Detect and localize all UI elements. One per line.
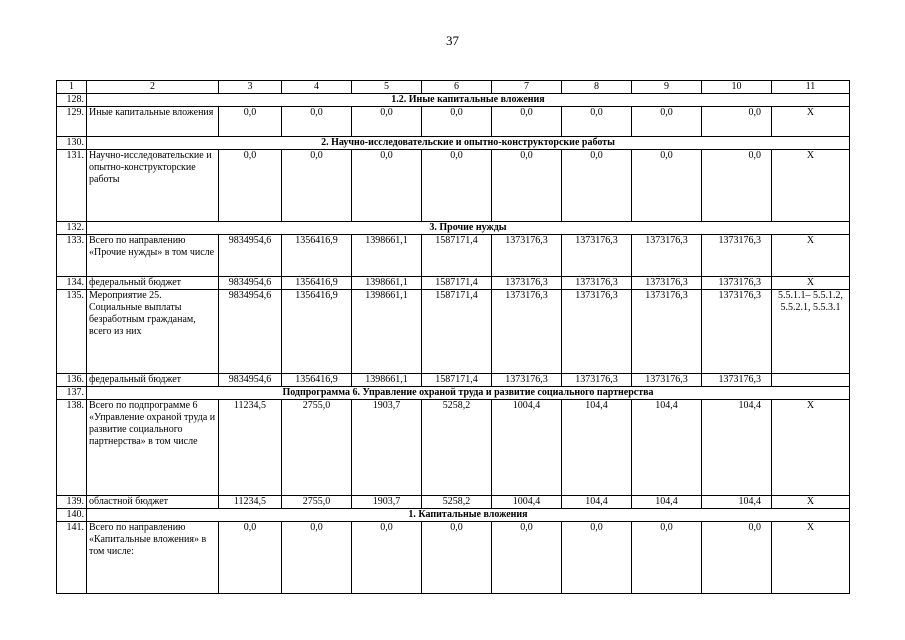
row-number: 132.: [57, 222, 87, 235]
value-cell: 0,0: [702, 150, 772, 222]
value-cell: 0,0: [492, 150, 562, 222]
row-number: 131.: [57, 150, 87, 222]
value-cell: 9834954,6: [219, 374, 282, 387]
row-name: Всего по подпрограмме 6 «Управление охраной труда и развитие социального партнерства» в том числе: [87, 400, 219, 496]
value-cell: 0,0: [422, 522, 492, 594]
table-row: [57, 107, 850, 137]
value-cell: 2755,0: [282, 400, 352, 496]
section-row: [57, 137, 850, 150]
value-cell: 1373176,3: [492, 235, 562, 277]
header-cell: 2: [87, 81, 219, 94]
row-number: 130.: [57, 137, 87, 150]
section-title: 1.2. Иные капитальные вложения: [87, 94, 850, 107]
value-cell: 0,0: [219, 150, 282, 222]
value-cell: 0,0: [352, 522, 422, 594]
row-name: Иные капитальные вложения: [87, 107, 219, 137]
table-row: [57, 374, 850, 387]
value-cell: 1903,7: [352, 400, 422, 496]
value-cell: 0,0: [422, 107, 492, 137]
row-number: 135.: [57, 290, 87, 374]
row-number: 134.: [57, 277, 87, 290]
value-cell: 0,0: [219, 522, 282, 594]
header-cell: 7: [492, 81, 562, 94]
value-cell: 1004,4: [492, 496, 562, 509]
section-row: [57, 509, 850, 522]
value-cell: 9834954,6: [219, 277, 282, 290]
row-number: 141.: [57, 522, 87, 594]
value-cell: 1373176,3: [562, 277, 632, 290]
row-number: 139.: [57, 496, 87, 509]
value-cell: 0,0: [282, 522, 352, 594]
value-cell: 11234,5: [219, 496, 282, 509]
code-cell: X: [772, 235, 850, 277]
header-cell: 9: [632, 81, 702, 94]
value-cell: 5258,2: [422, 400, 492, 496]
code-cell: X: [772, 107, 850, 137]
value-cell: 9834954,6: [219, 235, 282, 277]
header-cell: 11: [772, 81, 850, 94]
value-cell: 1373176,3: [492, 277, 562, 290]
value-cell: 1587171,4: [422, 290, 492, 374]
table-row: [57, 522, 850, 594]
header-row: [57, 81, 850, 94]
value-cell: 0,0: [632, 150, 702, 222]
header-cell: 6: [422, 81, 492, 94]
table-row: [57, 400, 850, 496]
section-title: 1. Капитальные вложения: [87, 509, 850, 522]
row-number: 140.: [57, 509, 87, 522]
header-cell: 3: [219, 81, 282, 94]
row-number: 136.: [57, 374, 87, 387]
value-cell: 1587171,4: [422, 374, 492, 387]
section-title: 2. Научно-исследовательские и опытно-конструкторские работы: [87, 137, 850, 150]
budget-table: [56, 80, 850, 594]
row-number: 138.: [57, 400, 87, 496]
table-row: [57, 277, 850, 290]
value-cell: 0,0: [562, 107, 632, 137]
value-cell: 1373176,3: [562, 374, 632, 387]
row-number: 137.: [57, 387, 87, 400]
value-cell: 1373176,3: [702, 290, 772, 374]
value-cell: 1398661,1: [352, 235, 422, 277]
value-cell: 1398661,1: [352, 277, 422, 290]
value-cell: 1587171,4: [422, 235, 492, 277]
table-row: [57, 290, 850, 374]
section-row: [57, 387, 850, 400]
row-name: областной бюджет: [87, 496, 219, 509]
row-name: Научно-исследовательские и опытно-конструкторские работы: [87, 150, 219, 222]
section-row: [57, 222, 850, 235]
value-cell: 2755,0: [282, 496, 352, 509]
value-cell: 104,4: [562, 400, 632, 496]
code-cell: X: [772, 496, 850, 509]
value-cell: 11234,5: [219, 400, 282, 496]
code-cell: X: [772, 150, 850, 222]
section-title: 3. Прочие нужды: [87, 222, 850, 235]
table-row: [57, 235, 850, 277]
value-cell: 0,0: [702, 107, 772, 137]
page-number: 37: [446, 33, 459, 48]
header-cell: 8: [562, 81, 632, 94]
value-cell: 104,4: [562, 496, 632, 509]
value-cell: 0,0: [492, 522, 562, 594]
row-name: федеральный бюджет: [87, 374, 219, 387]
value-cell: 0,0: [702, 522, 772, 594]
value-cell: 1373176,3: [562, 290, 632, 374]
value-cell: 0,0: [492, 107, 562, 137]
value-cell: 0,0: [632, 107, 702, 137]
row-name: Всего по направлению «Капитальные вложения» в том числе:: [87, 522, 219, 594]
value-cell: 1903,7: [352, 496, 422, 509]
value-cell: 0,0: [422, 150, 492, 222]
section-title: Подпрограмма 6. Управление охраной труда и развитие социального партнерства: [87, 387, 850, 400]
value-cell: 1373176,3: [632, 235, 702, 277]
row-number: 133.: [57, 235, 87, 277]
row-name: Всего по направлению «Прочие нужды» в том числе: [87, 235, 219, 277]
value-cell: 1356416,9: [282, 290, 352, 374]
value-cell: 104,4: [702, 496, 772, 509]
value-cell: 0,0: [632, 522, 702, 594]
value-cell: 1373176,3: [632, 290, 702, 374]
value-cell: 5258,2: [422, 496, 492, 509]
value-cell: 0,0: [282, 107, 352, 137]
value-cell: 0,0: [352, 107, 422, 137]
code-cell: X: [772, 277, 850, 290]
code-cell: X: [772, 400, 850, 496]
value-cell: 0,0: [282, 150, 352, 222]
value-cell: 0,0: [562, 150, 632, 222]
value-cell: 0,0: [219, 107, 282, 137]
code-cell: X: [772, 522, 850, 594]
value-cell: 104,4: [632, 496, 702, 509]
value-cell: 1004,4: [492, 400, 562, 496]
value-cell: 9834954,6: [219, 290, 282, 374]
value-cell: 1373176,3: [492, 374, 562, 387]
row-name: Мероприятие 25. Социальные выплаты безработным гражданам, всего из них: [87, 290, 219, 374]
header-cell: 4: [282, 81, 352, 94]
row-number: 129.: [57, 107, 87, 137]
header-cell: 1: [57, 81, 87, 94]
table-row: [57, 150, 850, 222]
value-cell: 1356416,9: [282, 235, 352, 277]
value-cell: 1356416,9: [282, 277, 352, 290]
value-cell: 1356416,9: [282, 374, 352, 387]
table-row: [57, 496, 850, 509]
header-cell: 5: [352, 81, 422, 94]
value-cell: 1373176,3: [632, 277, 702, 290]
code-cell: 5.5.1.1– 5.5.1.2, 5.5.2.1, 5.5.3.1: [772, 290, 850, 374]
value-cell: 1373176,3: [492, 290, 562, 374]
value-cell: 1587171,4: [422, 277, 492, 290]
value-cell: 1373176,3: [702, 277, 772, 290]
value-cell: 1398661,1: [352, 374, 422, 387]
value-cell: 1373176,3: [562, 235, 632, 277]
table-body: [57, 81, 850, 594]
value-cell: 1373176,3: [702, 374, 772, 387]
value-cell: 1398661,1: [352, 290, 422, 374]
code-cell: [772, 374, 850, 387]
value-cell: 104,4: [632, 400, 702, 496]
header-cell: 10: [702, 81, 772, 94]
value-cell: 0,0: [562, 522, 632, 594]
value-cell: 104,4: [702, 400, 772, 496]
row-number: 128.: [57, 94, 87, 107]
row-name: федеральный бюджет: [87, 277, 219, 290]
value-cell: 1373176,3: [702, 235, 772, 277]
section-row: [57, 94, 850, 107]
value-cell: 0,0: [352, 150, 422, 222]
value-cell: 1373176,3: [632, 374, 702, 387]
